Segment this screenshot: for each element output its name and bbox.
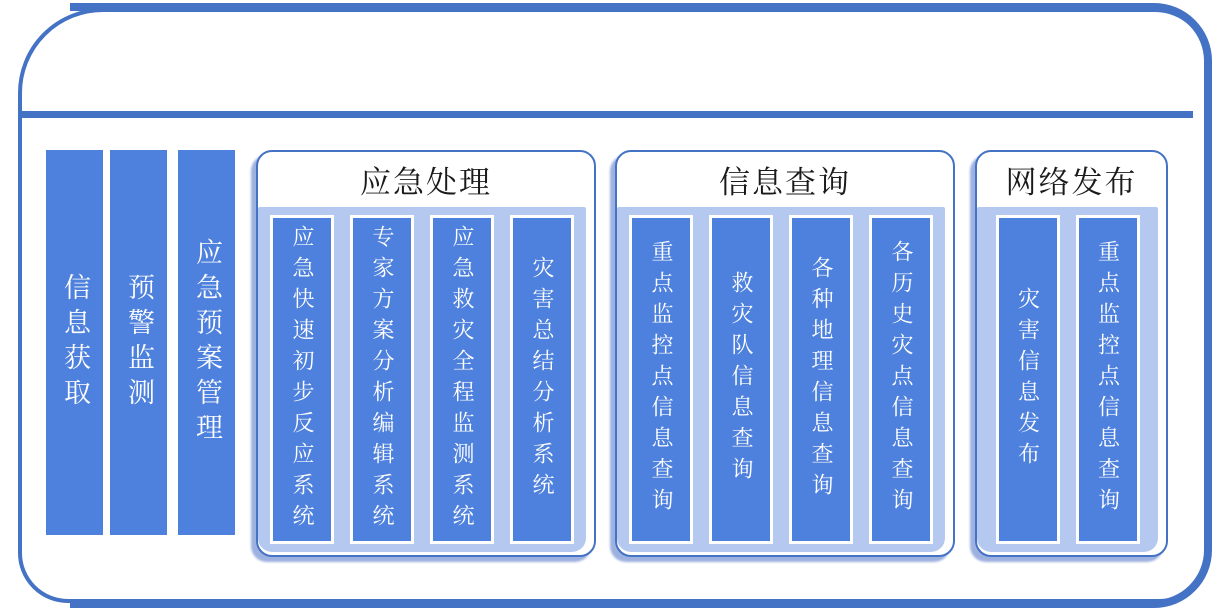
group-box-information-query (615, 150, 955, 557)
system-label: 应急快速初步反应系统 (290, 224, 315, 535)
system-bar-rescue-whole-process-monitoring (430, 215, 494, 544)
system-label: 重点监控点信息查询 (649, 240, 674, 519)
system-label: 专家方案分析编辑系统 (370, 224, 395, 535)
group-title: 信息查询 (719, 165, 851, 200)
system-label: 重点监控点信息查询 (1095, 240, 1121, 519)
group-box-network-publishing (975, 150, 1168, 557)
system-bar-disaster-info-publishing (996, 215, 1060, 544)
group-body (977, 207, 1158, 552)
system-bar-rescue-team-info-query (709, 215, 773, 544)
group-body (617, 207, 945, 552)
module-label: 应急预案管理 (192, 237, 222, 448)
group-box-emergency-handling (256, 150, 596, 557)
module-bar-early-warning-monitoring (110, 150, 167, 535)
system-bar-expert-plan-analysis-editing (350, 215, 414, 544)
system-label: 应急救灾全程监测系统 (450, 224, 475, 535)
group-title: 应急处理 (360, 165, 492, 200)
system-label: 灾害总结分析系统 (530, 255, 555, 504)
system-bar-geographic-info-query (789, 215, 853, 544)
group-title: 网络发布 (1005, 165, 1138, 200)
system-label: 各历史灾点信息查询 (889, 240, 914, 519)
system-bar-key-monitoring-point-query (629, 215, 693, 544)
header-divider-line (22, 111, 1193, 118)
system-label: 灾害信息发布 (1015, 286, 1041, 473)
system-bar-historical-disaster-point-query (869, 215, 933, 544)
module-label: 信息获取 (60, 272, 90, 413)
module-label: 预警监测 (124, 272, 154, 413)
header-band (24, 14, 1184, 109)
module-bar-information-acquisition (46, 150, 103, 535)
system-bar-disaster-summary-analysis (510, 215, 574, 544)
system-label: 救灾队信息查询 (729, 271, 754, 488)
group-body (258, 207, 586, 552)
module-bar-emergency-plan-management (178, 150, 235, 535)
system-bar-key-monitoring-point-query (1076, 215, 1140, 544)
system-label: 各种地理信息查询 (809, 255, 834, 504)
system-bar-rapid-initial-response (270, 215, 334, 544)
